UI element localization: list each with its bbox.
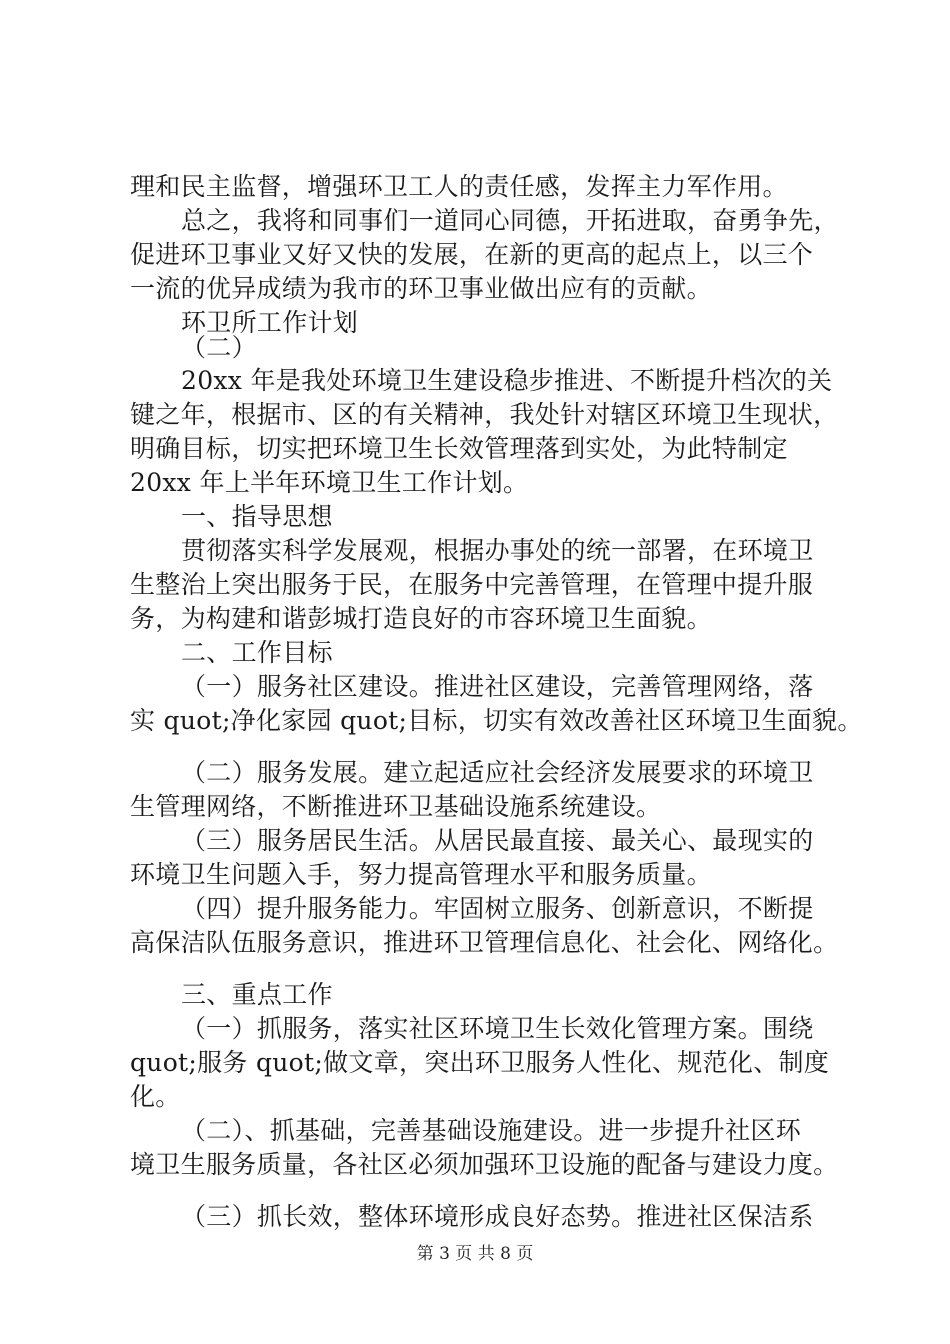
text-line: 生管理网络，不断推进环卫基础设施系统建设。 [130, 792, 662, 821]
text-line: 环境卫生问题入手，努力提高管理水平和服务质量。 [130, 860, 712, 889]
text-line: 明确目标，切实把环境卫生长效管理落到实处，为此特制定 [130, 434, 788, 463]
text-line: （四）提升服务能力。牢固树立服务、创新意识，不断提 [181, 894, 814, 923]
text-line: （二）、抓基础，完善基础设施建设。进一步提升社区环 [181, 1116, 802, 1145]
text-line: 促进环卫事业又好又快的发展，在新的更高的起点上，以三个 [130, 240, 814, 269]
text-line: （一）抓服务，落实社区环境卫生长效化管理方案。围绕 [181, 1014, 814, 1043]
section-heading: 三、重点工作 [181, 980, 333, 1009]
text-line: （一）服务社区建设。推进社区建设，完善管理网络，落 [181, 672, 814, 701]
text-line: （三）服务居民生活。从居民最直接、最关心、最现实的 [181, 826, 814, 855]
section-subtitle: （二） [181, 333, 257, 362]
text-line: 20xx 年是我处环境卫生建设稳步推进、不断提升档次的关 [181, 366, 833, 395]
text-line: （二）服务发展。建立起适应社会经济发展要求的环境卫 [181, 758, 814, 787]
section-heading: 二、工作目标 [181, 638, 333, 667]
text-line: 境卫生服务质量，各社区必须加强环卫设施的配备与建设力度。 [130, 1150, 839, 1179]
text-line: 化。 [130, 1082, 181, 1111]
section-title: 环卫所工作计划 [181, 308, 359, 337]
text-line: 键之年，根据市、区的有关精神，我处针对辖区环境卫生现状， [130, 400, 839, 429]
text-line: 总之，我将和同事们一道同心同德，开拓进取，奋勇争先， [181, 206, 839, 235]
text-line: 理和民主监督，增强环卫工人的责任感，发挥主力军作用。 [130, 172, 788, 201]
text-line: 贯彻落实科学发展观，根据办事处的统一部署，在环境卫 [181, 536, 814, 565]
page-number-footer: 第 3 页 共 8 页 [416, 1244, 534, 1264]
text-line: （三）抓长效，整体环境形成良好态势。推进社区保洁系 [181, 1202, 814, 1231]
section-heading: 一、指导思想 [181, 502, 333, 531]
text-line: 20xx 年上半年环境卫生工作计划。 [130, 468, 529, 497]
text-line: 务，为构建和谐彭城打造良好的市容环境卫生面貌。 [130, 604, 712, 633]
text-line: 生整治上突出服务于民，在服务中完善管理，在管理中提升服 [130, 570, 814, 599]
text-line: 实 quot;净化家园 quot;目标，切实有效改善社区环境卫生面貌。 [130, 706, 863, 735]
text-line: quot;服务 quot;做文章，突出环卫服务人性化、规范化、制度 [130, 1048, 830, 1077]
text-line: 高保洁队伍服务意识，推进环卫管理信息化、社会化、网络化。 [130, 928, 839, 957]
text-line: 一流的优异成绩为我市的环卫事业做出应有的贡献。 [130, 274, 712, 303]
